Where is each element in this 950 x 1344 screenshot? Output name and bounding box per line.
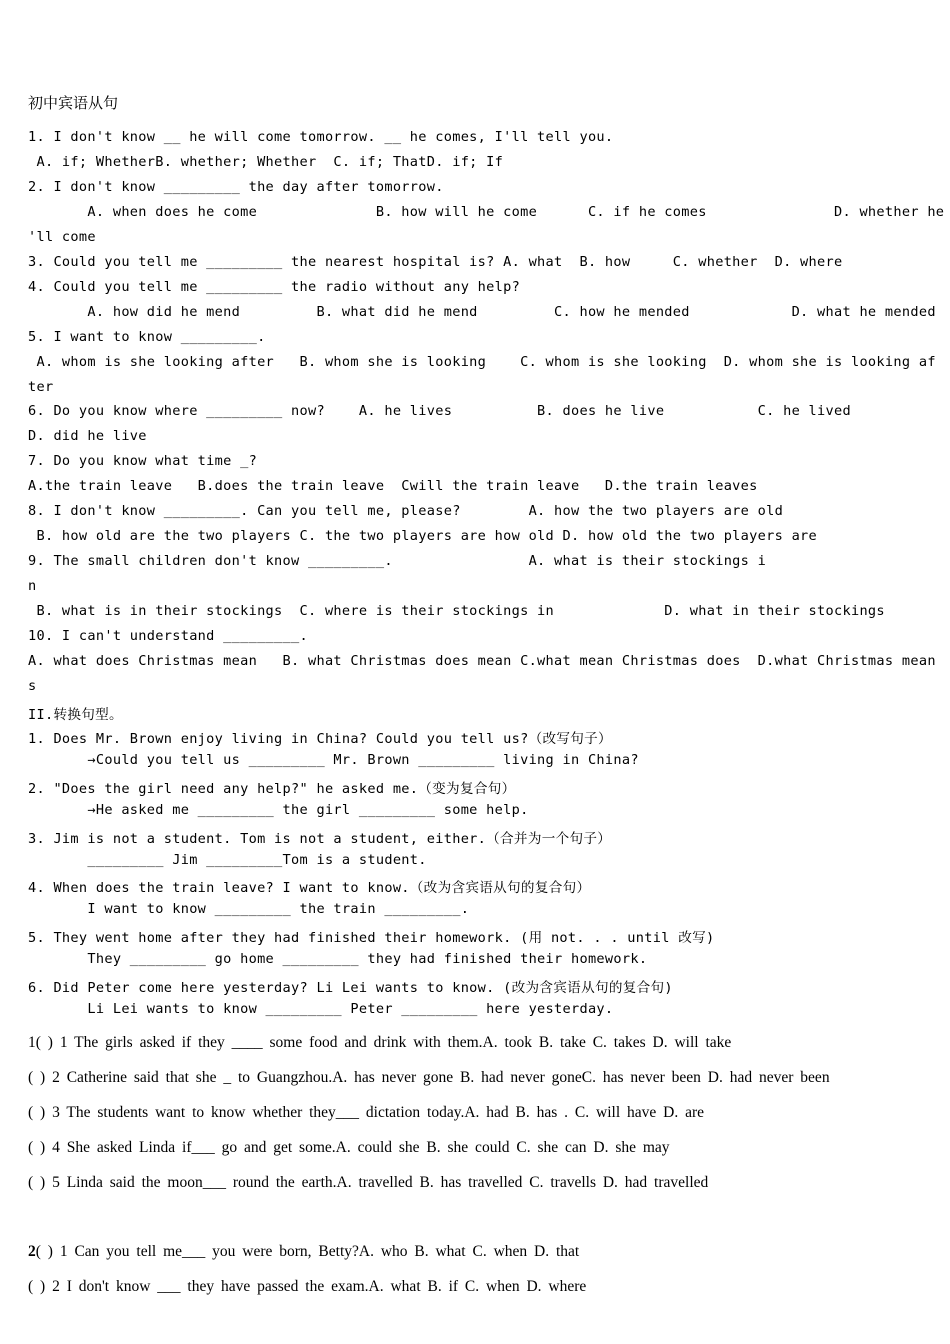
s2-line-1: 1. Does Mr. Brown enjoy living in China? Could you tell us?（改写句子） — [28, 731, 612, 747]
s1-line-18: 9. The small children don't know _________. A. what is their stockings i — [28, 553, 767, 569]
page-title: 初中宾语从句 — [28, 94, 119, 112]
s1-line-19: n — [28, 578, 37, 594]
s1-line-3: 2. I don't know _________ the day after tomorrow. — [28, 179, 444, 195]
s3-line-5: ( ) 5 Linda said the moon___ round the earth.A. travelled B. has travelled C. travells D. had travelled — [28, 1174, 709, 1191]
section4-number: 2 — [28, 1243, 36, 1260]
s1-line-2: A. if; WhetherB. whether; Whether C. if; ThatD. if; If — [28, 154, 504, 170]
s2-line-7: 4. When does the train leave? I want to know.（改为含宾语从句的复合句） — [28, 880, 591, 896]
s1-line-14: 7. Do you know what time _? — [28, 453, 258, 469]
s1-line-11: ter — [28, 379, 54, 395]
s1-line-23: s — [28, 678, 37, 694]
s4-line-2: ( ) 2 I don't know ___ they have passed the exam.A. what B. if C. when D. where — [28, 1278, 587, 1295]
s1-line-17: B. how old are the two players C. the two players are how old D. how old the two players are — [28, 528, 818, 544]
s1-line-5: 'll come — [28, 229, 96, 245]
s1-line-6: 3. Could you tell me _________ the nearest hospital is? A. what B. how C. whether D. where — [28, 254, 843, 270]
s2-line-5: 3. Jim is not a student. Tom is not a student, either.（合并为一个句子） — [28, 831, 612, 847]
s1-line-9: 5. I want to know _________. — [28, 329, 266, 345]
s1-line-7: 4. Could you tell me _________ the radio without any help? — [28, 279, 521, 295]
s2-line-2: →Could you tell us _________ Mr. Brown _________ living in China? — [28, 752, 639, 768]
s1-line-15: A.the train leave B.does the train leave Cwill the train leave D.the train leaves — [28, 478, 758, 494]
s1-line-4: A. when does he come B. how will he come C. if he comes D. whether he — [28, 204, 945, 220]
s1-line-10: A. whom is she looking after B. whom she is looking C. whom is she looking D. whom she is looking af — [28, 354, 936, 370]
s2-line-9: 5. They went home after they had finished their homework. (用 not. . . until 改写) — [28, 930, 715, 946]
s1-line-13: D. did he live — [28, 428, 147, 444]
s3-line-2: ( ) 2 Catherine said that she _ to Guangzhou.A. has never gone B. had never goneC. has never been D. had never been — [28, 1069, 830, 1086]
s1-line-16: 8. I don't know _________. Can you tell me, please? A. how the two players are old — [28, 503, 784, 519]
section2-title: II.转换句型。 — [28, 707, 123, 723]
s1-line-22: A. what does Christmas mean B. what Christmas does mean C.what mean Christmas does D.what Christmas mean — [28, 653, 936, 669]
s2-line-10: They _________ go home _________ they had finished their homework. — [28, 951, 648, 967]
s3-line-4: ( ) 4 She asked Linda if___ go and get some.A. could she B. she could C. she can D. she may — [28, 1139, 670, 1156]
s2-line-4: →He asked me _________ the girl _________ some help. — [28, 802, 529, 818]
s3-line-3: ( ) 3 The students want to know whether they___ dictation today.A. had B. has . C. will have D. are — [28, 1104, 704, 1121]
s4-line-1 — [28, 1243, 579, 1261]
s2-line-12: Li Lei wants to know _________ Peter _________ here yesterday. — [28, 1001, 614, 1017]
s3-line-1: 1( ) 1 The girls asked if they ____ some food and drink with them.A. took B. take C. takes D. will take — [28, 1034, 732, 1051]
s2-line-11: 6. Did Peter come here yesterday? Li Lei wants to know. (改为含宾语从句的复合句) — [28, 980, 673, 996]
s4-line-1-text: ( ) 1 Can you tell me___ you were born, Betty?A. who B. what C. when D. that — [35, 1243, 580, 1260]
s1-line-8: A. how did he mend B. what did he mend C. how he mended D. what he mended — [28, 304, 936, 320]
s1-line-1: 1. I don't know __ he will come tomorrow. __ he comes, I'll tell you. — [28, 129, 614, 145]
s1-line-21: 10. I can't understand _________. — [28, 628, 308, 644]
s2-line-6: _________ Jim _________Tom is a student. — [28, 852, 427, 868]
s2-line-3: 2. "Does the girl need any help?" he asked me.（变为复合句） — [28, 781, 516, 797]
s1-line-12: 6. Do you know where _________ now? A. he lives B. does he live C. he lived — [28, 403, 851, 419]
s2-line-8: I want to know _________ the train _________. — [28, 901, 470, 917]
s1-line-20: B. what is in their stockings C. where is their stockings in D. what in their stockings — [28, 603, 885, 619]
